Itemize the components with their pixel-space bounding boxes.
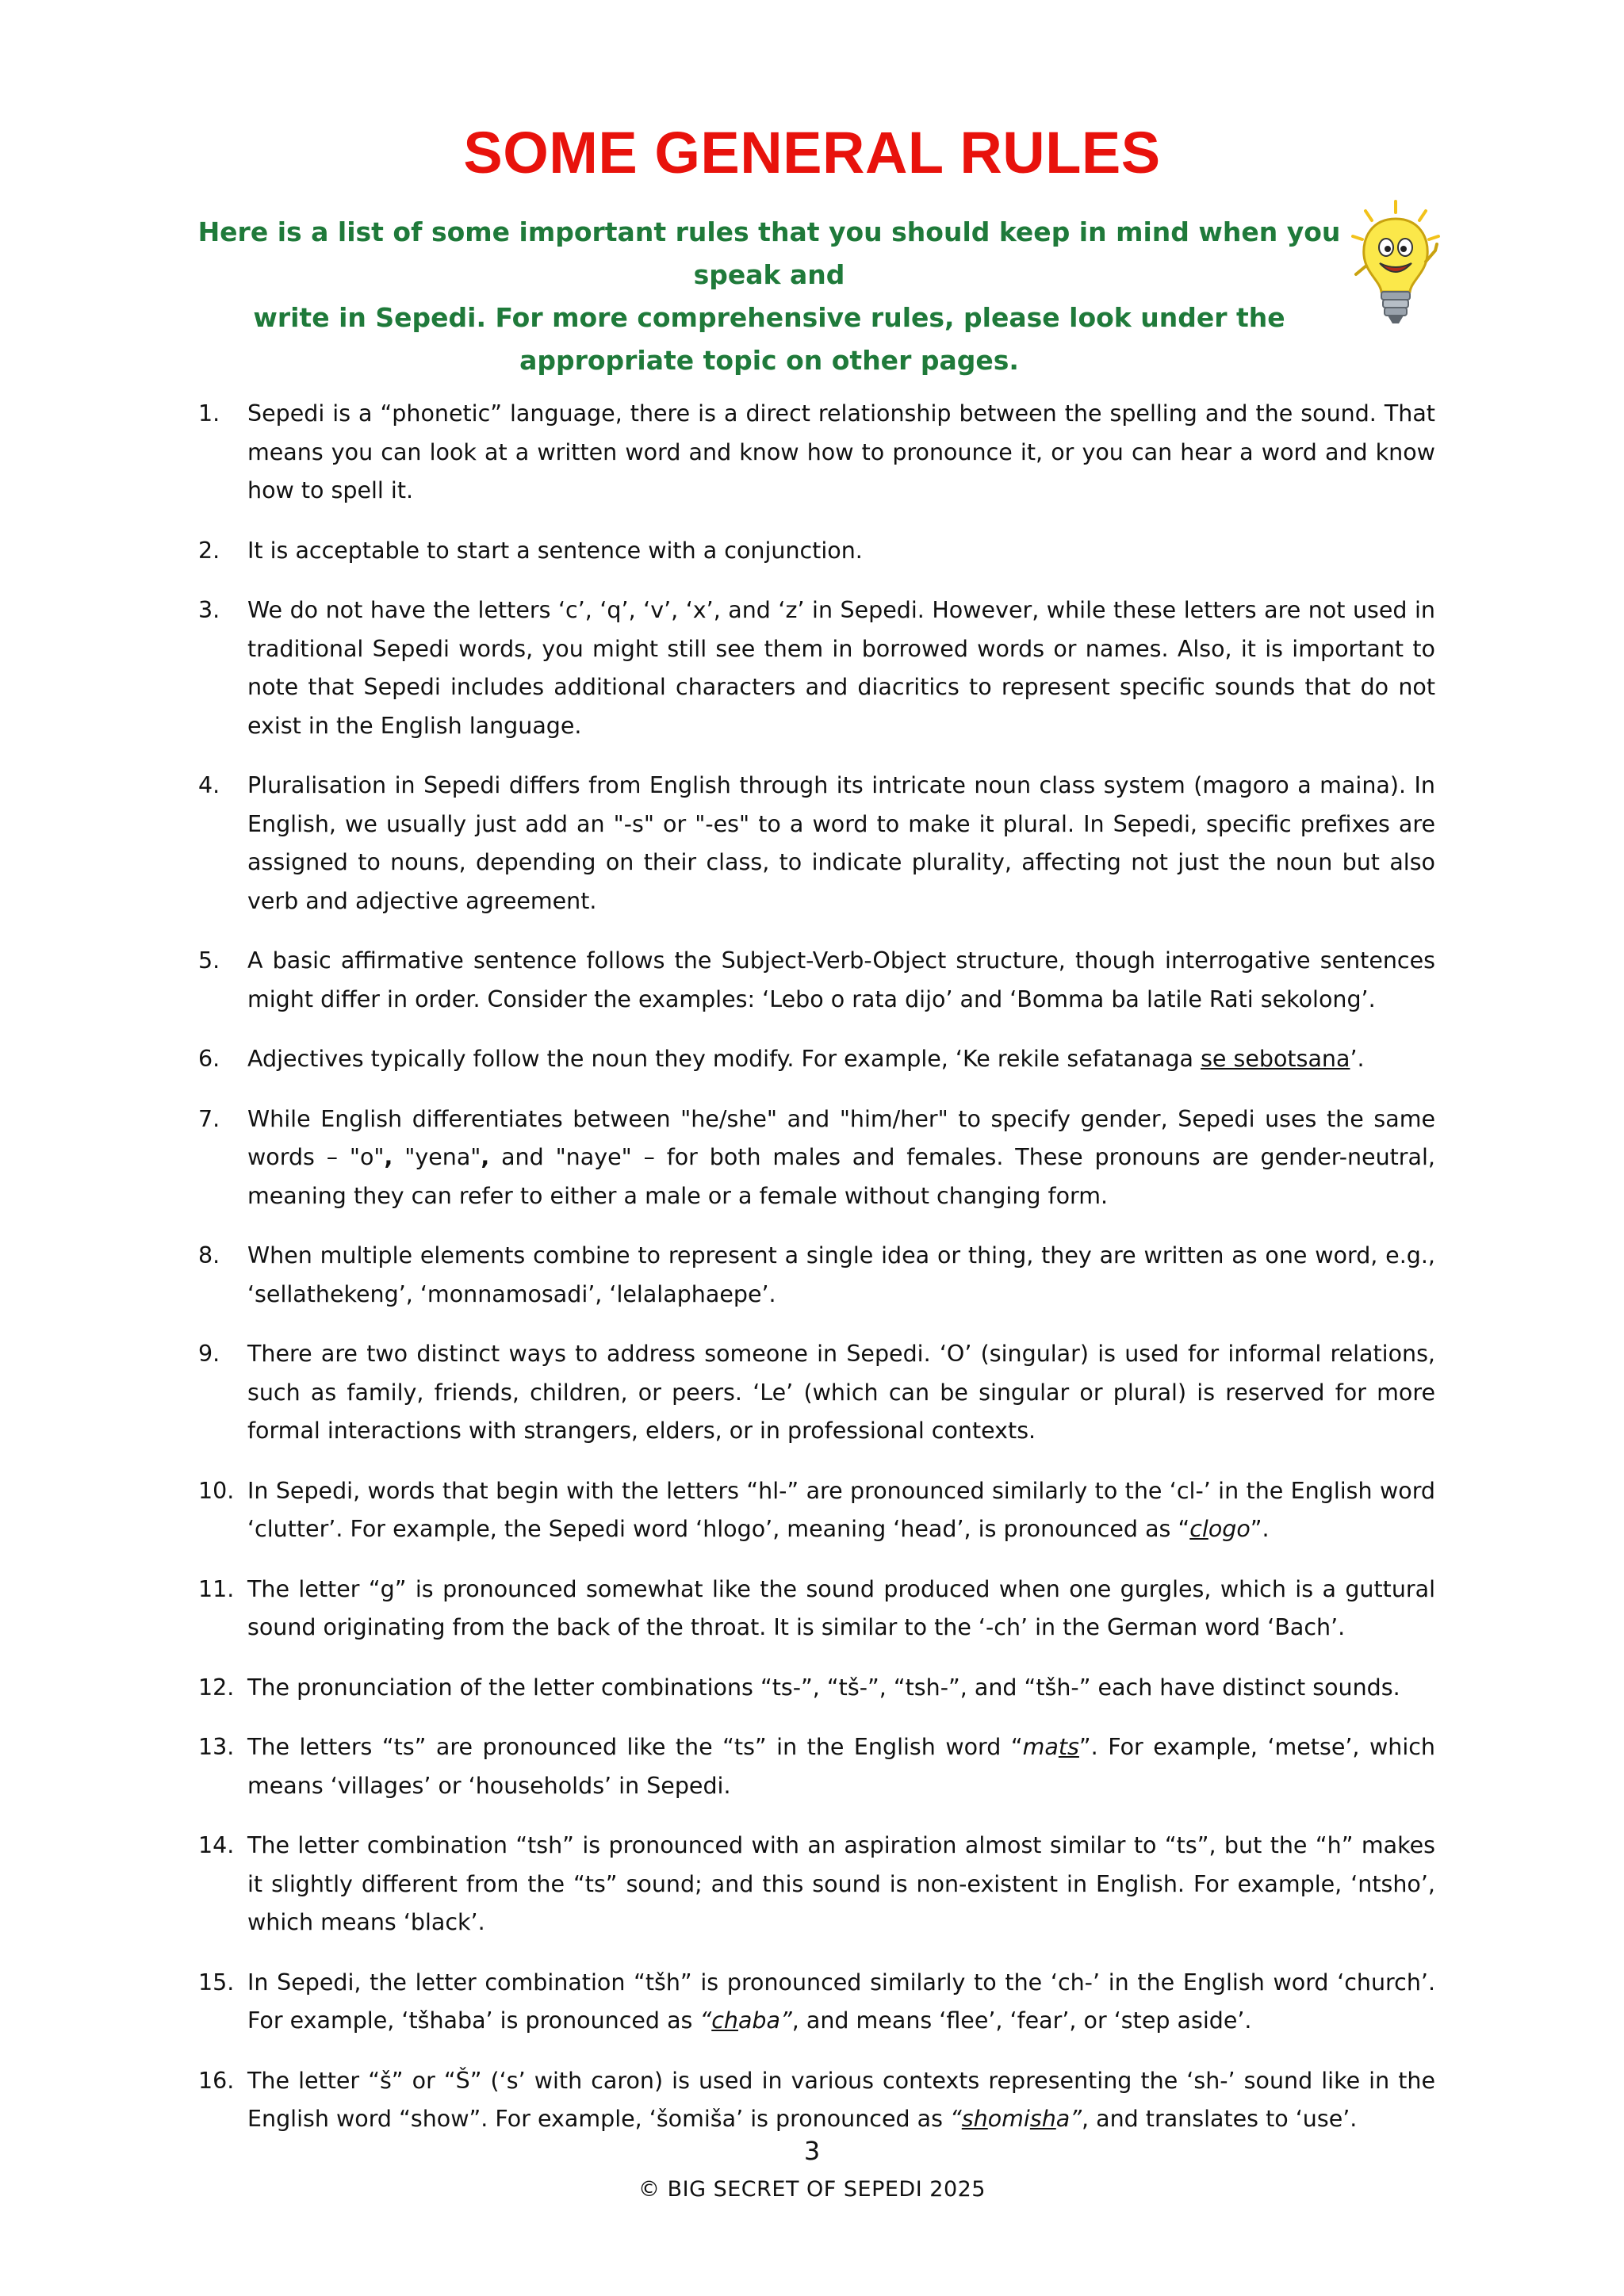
item-number: 5. xyxy=(198,947,220,974)
item-text: Pluralisation in Sepedi differs from English through its intricate noun class system (magoro a maina). In English, we usually just add an "-s" or "-es" to a word to make it plural. In Sepedi, specific prefixes are assigned to nouns, depending on their class, to indicate plurality, affecting not just the noun but also verb and adjective agreement. xyxy=(247,772,1435,914)
item-text-post: ’. xyxy=(1350,1046,1365,1072)
intro-line-1: Here is a list of some important rules that you should keep in mind when you speak and xyxy=(197,216,1341,290)
italic-example: omi xyxy=(987,2106,1030,2132)
list-item xyxy=(198,1571,1435,1647)
footer-copyright: © BIG SECRET OF SEPEDI 2025 xyxy=(638,2177,986,2202)
item-text: The pronunciation of the letter combinations “ts-”, “tš-”, “tsh-”, and “tšh-” each have distinct sounds. xyxy=(247,1674,1400,1701)
italic-example: ma xyxy=(1022,1734,1059,1760)
list-item xyxy=(198,1472,1435,1549)
list-item xyxy=(198,1040,1435,1079)
item-number: 3. xyxy=(198,597,220,623)
item-number: 11. xyxy=(198,1575,235,1602)
list-item xyxy=(198,1827,1435,1942)
list-item xyxy=(198,1728,1435,1805)
list-item xyxy=(198,395,1435,511)
item-text-post: , and means ‘flee’, ‘fear’, or ‘step aside’. xyxy=(791,2007,1252,2034)
item-text-pre: The letter “š” or “Š” (‘s’ with caron) is used in various contexts representing the ‘sh-’ sound like in the English word “show”. For example, ‘šomiša’ is pronounced as xyxy=(247,2067,1435,2132)
item-text-pre: While English differentiates between "he/she" and "him/her" to specify gender, Sepedi uses the same words – "o" xyxy=(247,1105,1435,1170)
list-item xyxy=(198,532,1435,571)
item-number: 2. xyxy=(198,537,220,564)
italic-quote: “ xyxy=(950,2106,962,2132)
item-text-post: ”. For example, ‘metse’, which means ‘villages’ or ‘households’ in Sepedi. xyxy=(247,1734,1435,1799)
item-number: 1. xyxy=(198,400,220,427)
italic-underlined-sound: sh xyxy=(1029,2106,1056,2132)
item-text-post: , and translates to ‘use’. xyxy=(1082,2106,1358,2132)
italic-underlined-sound: ch xyxy=(711,2007,738,2034)
item-number: 4. xyxy=(198,772,220,798)
item-number: 7. xyxy=(198,1105,220,1132)
list-item xyxy=(198,2062,1435,2139)
intro-text xyxy=(182,211,1356,382)
list-item xyxy=(198,942,1435,1019)
list-item xyxy=(198,1669,1435,1708)
item-text-pre: In Sepedi, words that begin with the letters “hl-” are pronounced similarly to the ‘cl-’ in the English word ‘clutter’. For example, the Sepedi word ‘hlogo’, meaning ‘head’, is pronounced as “ xyxy=(247,1477,1435,1542)
italic-quote: “ xyxy=(699,2007,712,2034)
bold-comma: , xyxy=(384,1144,393,1170)
item-text: The letter combination “tsh” is pronounced with an aspiration almost similar to “ts”, but the “h” makes it slightly different from the “ts” sound; and this sound is non-existent in English. For example, ‘ntsho’, which means ‘black’. xyxy=(247,1832,1435,1935)
item-number: 6. xyxy=(198,1046,220,1072)
item-number: 16. xyxy=(198,2067,235,2094)
list-item xyxy=(198,1100,1435,1216)
item-number: 8. xyxy=(198,1242,220,1269)
item-text-post: and "naye" – for both males and females. These pronouns are gender-neutral, meaning they can refer to either a male or a female without changing form. xyxy=(247,1144,1435,1209)
page-number: 3 xyxy=(803,2136,821,2166)
item-number: 14. xyxy=(198,1832,235,1858)
underlined-example: se sebotsana xyxy=(1201,1046,1350,1072)
list-item xyxy=(198,1964,1435,2041)
item-text: We do not have the letters ‘c’, ‘q’, ‘v’, ‘x’, and ‘z’ in Sepedi. However, while these letters are not used in traditional Sepedi words, you might still see them in borrowed words or names. Also, it is important to note that Sepedi includes additional characters and diacritics to represent specific sounds that do not exist in the English language. xyxy=(247,597,1435,739)
item-text: There are two distinct ways to address someone in Sepedi. ‘O’ (singular) is used for informal relations, such as family, friends, children, or peers. ‘Le’ (which can be singular or plural) is reserved for more formal interactions with strangers, elders, or in professional contexts. xyxy=(247,1341,1435,1444)
rules-list xyxy=(198,395,1435,2160)
item-text-pre: Adjectives typically follow the noun they modify. For example, ‘Ke rekile sefatanaga xyxy=(247,1046,1201,1072)
italic-underlined-sound: cl xyxy=(1189,1516,1208,1542)
item-text: A basic affirmative sentence follows the Subject-Verb-Object structure, though interrogative sentences might differ in order. Consider the examples: ‘Lebo o rata dijo’ and ‘Bomma ba latile Rati sekolong’. xyxy=(247,947,1435,1012)
item-text: The letter “g” is pronounced somewhat like the sound produced when one gurgles, which is a guttural sound originating from the back of the throat. It is similar to the ‘-ch’ in the German word ‘Bach’. xyxy=(247,1575,1435,1640)
item-text: When multiple elements combine to represent a single idea or thing, they are written as one word, e.g., ‘sellathekeng’, ‘monnamosadi’, ‘lelalaphaepe’. xyxy=(247,1242,1435,1307)
italic-example: ogo xyxy=(1208,1516,1251,1542)
list-item xyxy=(198,591,1435,745)
italic-example: aba” xyxy=(737,2007,792,2034)
item-text: Sepedi is a “phonetic” language, there is a direct relationship between the spelling and the sound. That means you can look at a written word and know how to pronounce it, or you can hear a word and know how to spell it. xyxy=(247,400,1435,503)
item-text-post: ”. xyxy=(1250,1516,1270,1542)
item-number: 12. xyxy=(198,1674,235,1701)
item-text-pre: The letters “ts” are pronounced like the “ts” in the English word “ xyxy=(247,1734,1023,1760)
item-number: 13. xyxy=(198,1734,235,1760)
italic-example: a” xyxy=(1055,2106,1082,2132)
intro-line-2: write in Sepedi. For more comprehensive rules, please look under the xyxy=(253,302,1285,333)
page-title: SOME GENERAL RULES xyxy=(463,120,1161,186)
item-text-mid: "yena" xyxy=(393,1144,481,1170)
list-item xyxy=(198,1237,1435,1314)
italic-underlined-sound: ts xyxy=(1058,1734,1079,1760)
lightbulb-mascot-icon xyxy=(1348,198,1443,333)
list-item xyxy=(198,767,1435,920)
list-item xyxy=(198,1335,1435,1451)
italic-underlined-sound: sh xyxy=(961,2106,988,2132)
bold-comma: , xyxy=(481,1144,490,1170)
item-number: 9. xyxy=(198,1341,220,1367)
item-text-pre: In Sepedi, the letter combination “tšh” is pronounced similarly to the ‘ch-’ in the English word ‘church’. For example, ‘tšhaba’ is pronounced as xyxy=(247,1969,1435,2034)
item-number: 15. xyxy=(198,1969,235,1996)
item-text: It is acceptable to start a sentence with a conjunction. xyxy=(247,537,863,564)
item-number: 10. xyxy=(198,1477,235,1504)
intro-line-3: appropriate topic on other pages. xyxy=(519,345,1019,376)
